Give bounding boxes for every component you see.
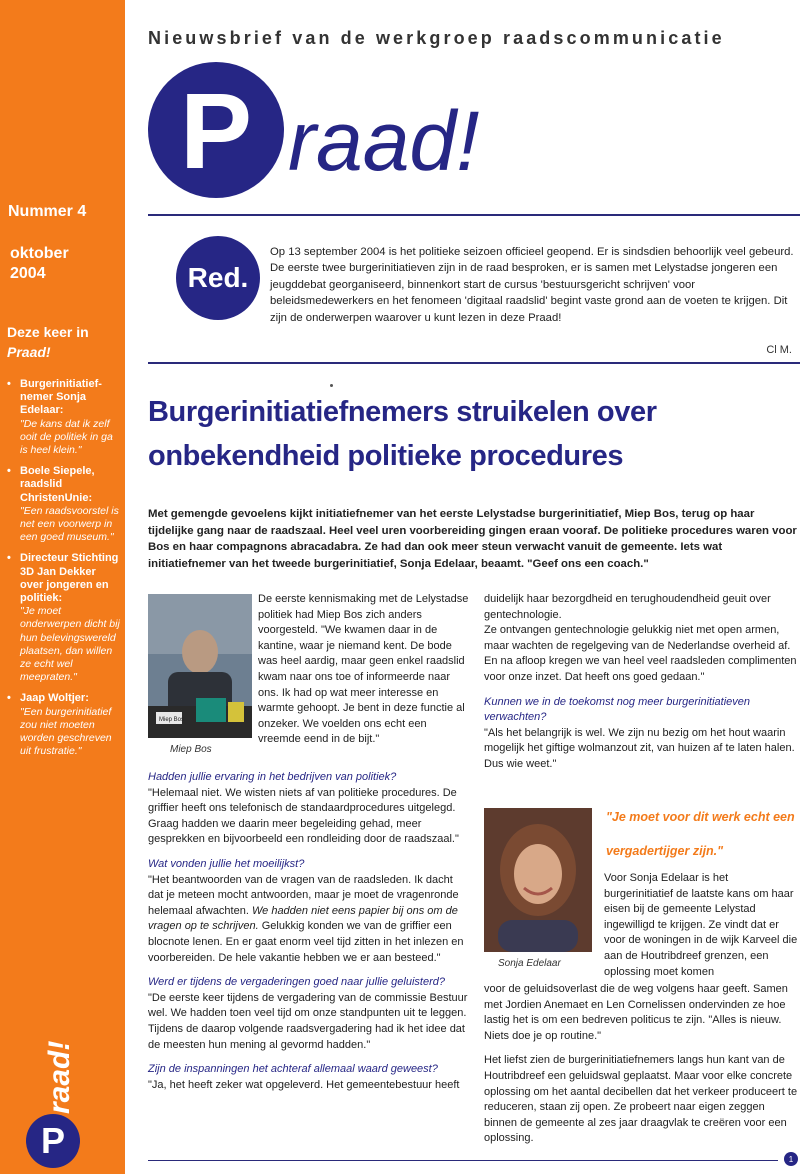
interview-question: Zijn de inspanningen het achteraf allemaal waard geweest? (148, 1063, 438, 1076)
issue-date (10, 244, 120, 284)
editorial-badge: Red. (176, 236, 260, 320)
toc-item-quote: "Een burgerinitiatief zou niet moeten worden geschreven uit frustratie." (20, 705, 112, 758)
issue-year: 2004 (10, 265, 46, 282)
photo-miep-bos (148, 594, 252, 738)
interview-answer: "De eerste keer tijdens de vergadering van de commissie Bestuur wel. We hadden toen veel tijd om onze standpunten uit te leggen. Tijdens de daarop volgende raadsvergadering had ik het idee dat de meesten hun mening al gevormd hadden." (148, 991, 468, 1051)
article-column-left (148, 770, 468, 1102)
photo-caption-sonja-edelaar: Sonja Edelaar (498, 958, 561, 969)
editorial-text: Op 13 september 2004 is het politieke seizoen officieel geopend. Er is sindsdien behoorlijk veel gebeurd. De eerste twee burgerinitiatieven zijn in de raad besproken, er is samen met Lelystadse jongeren een jeugddebat georganiseerd, binnenkort start de cursus 'bestuursgericht schrijven' voor beleidsmedewerkers en het fenomeen 'digitaal raadslid' begint vaste grond aan de voeten te krijgen. Dit zijn de onderwerpen waarover u kunt lezen in deze Praad! (270, 246, 794, 324)
bullet-icon: • (7, 552, 11, 565)
toc-title-name: Praad! (7, 344, 51, 360)
article-intro: De eerste kennismaking met de Lelystadse politiek had Miep Bos zich anders voorgesteld. "We kwamen daar in de kantine, waar je niemand kent. De bode was heel aardig, maar geen enkel raadslid kwam naar ons toe of informeerde naar ons. Ik had op wat meer interesse en warmte gehoopt. Je bent in deze functie al onzeker. We voelden ons echt een vreemde eend in de bijt." (258, 593, 469, 746)
paragraph: duidelijk haar bezorgdheid en terughoudendheid geuit over gentechnologie. (484, 593, 771, 621)
toc-item[interactable] (6, 465, 120, 544)
toc-item-head: Jaap Woltjer: (20, 692, 89, 705)
masthead-subtitle: Nieuwsbrief van de werkgroep raadscommunicatie (148, 28, 725, 48)
logo-letter: P (179, 70, 253, 191)
article-headline: Burgerinitiatiefnemers struikelen over onbekendheid politieke procedures (148, 396, 657, 472)
interview-question: Werd er tijdens de vergaderingen goed naar jullie geluisterd? (148, 976, 445, 989)
bullet-icon: • (7, 692, 11, 705)
photo-caption-miep-bos: Miep Bos (170, 744, 212, 755)
sonja-paragraph: Voor Sonja Edelaar is het burgerinitiatief de laatste kans om haar eisen bij de gemeente Lelystad ingewilligd te krijgen. Ze vindt dat er voor de woningen in de wijk Karveel die aan de Houtribdreef grenzen, een oplossing moet komen (604, 872, 798, 978)
side-logo (22, 1010, 84, 1170)
logo-text: raad! (288, 94, 480, 188)
interview-answer (148, 873, 468, 967)
bullet-icon: • (7, 378, 11, 390)
photo-sonja-edelaar (484, 808, 592, 952)
side-logo-text: raad! (43, 1040, 76, 1114)
sonja-paragraph-continued (484, 982, 798, 1147)
answer-emphasis: We hadden niet eens papier bij ons om de vragen op te schrijven. (148, 904, 458, 933)
toc-item[interactable] (6, 692, 120, 758)
toc-item-head: Directeur Stichting 3D Jan Dekker over jongeren en politiek: (20, 552, 119, 605)
editorial-signature: Cl M. (766, 344, 792, 356)
pull-quote: "Je moet voor dit werk echt een vergadertijger zijn." (606, 810, 795, 858)
masthead-logo (148, 58, 568, 198)
toc-item-head: Burgerinitiatief-nemer Sonja Edelaar: (20, 378, 102, 417)
interview-question: Wat vonden jullie het moeilijkst? (148, 857, 305, 870)
interview-question: Hadden jullie ervaring in het bedrijven van politiek? (148, 771, 397, 783)
footer-divider (148, 1160, 778, 1161)
toc-item[interactable] (6, 378, 120, 457)
toc-title-prefix: Deze keer in (7, 324, 89, 340)
paragraph: Het liefst zien de burgerinitiatiefnemers langs hun kant van de Houtribdreef een geluidswal geplaatst. Maar voor elke concrete oplossing om het aantal decibellen dat het verkeer produceert te reduceren, staan zij open. Ze probeert naar eigen zeggen binnen de gemeente al zes jaar draagvlak te creëren voor een oplossing. (484, 1054, 798, 1145)
toc-title (7, 322, 119, 362)
bullet-icon: • (7, 465, 11, 478)
paragraph: Ze ontvangen gentechnologie gelukkig niet met open armen, maar wachten de regelgeving van de Nederlandse overheid af. En na afloop kregen we van heel veel raadsleden complimenten voor onze inzet. Dat heeft ons goed gedaan." (484, 624, 797, 683)
answer-text: Gelukkig konden we van de griffier een blocnote lenen. En er gaat enorm veel tijd zitten in het inlezen en voorbereiden. De hele vakantie hebben we er aan besteed." (148, 920, 464, 964)
article-column-right (484, 592, 798, 782)
toc-item-quote: "De kans dat ik zelf ooit de politiek in ga is heel klein." (20, 417, 113, 457)
photo-miep-bos-art (148, 594, 252, 738)
sidebar (0, 0, 125, 1174)
toc-item[interactable] (6, 552, 120, 684)
interview-answer: "Als het belangrijk is wel. We zijn nu bezig om het hout waarin mogelijk het giftige wolmanzout zit, van huizen af te laten halen. Dus wie weet." (484, 726, 795, 770)
table-of-contents (6, 378, 120, 766)
speck (330, 384, 333, 387)
interview-answer: "Ja, het heeft zeker wat opgeleverd. Het gemeentebestuur heeft (148, 1078, 460, 1091)
paragraph: voor de geluidsoverlast die de weg volgens haar geeft. Samen met Jordien Anemaet en Len Cornelissen ondervinden ze hoe lastig het is om een bedreven politicus te zijn. "Alles is nieuw. Niets doe je op routine." (484, 983, 788, 1042)
interview-question: Kunnen we in de toekomst nog meer burgerinitiatieven verwachten? (484, 695, 750, 724)
divider (148, 214, 800, 216)
toc-item-quote: "Je moet onderwerpen dicht bij hun belevingswereld plaatsen, dan willen ze echt wel meepraten." (20, 605, 120, 684)
photo-sonja-edelaar-art (484, 808, 592, 952)
side-logo-letter: P (40, 1120, 66, 1161)
name-plate: Miep Bos (159, 717, 185, 723)
divider (148, 362, 800, 364)
toc-item-head: Boele Siepele, raadslid ChristenUnie: (20, 465, 95, 504)
toc-item-quote: "Een raadsvoorstel is net een voorwerp in een goed museum." (20, 504, 119, 544)
page-number: 1 (784, 1152, 798, 1166)
issue-number: Nummer 4 (8, 203, 87, 220)
interview-answer: "Helemaal niet. We wisten niets af van politieke procedures. De griffier heeft ons telefonisch de standaardprocedures uitgelegd. Graag hadden we daarin meer begeleiding gehad, meer gesprekken en bijvoorbeeld een rondleiding door de raadszaal." (148, 786, 459, 846)
answer-text: "Het beantwoorden van de vragen van de raadsleden. Ik dacht dat je meteen mocht antwoorden, maar je moet de vragenronde helemaal afwachten. (148, 873, 459, 917)
article-lead: Met gemengde gevoelens kijkt initiatiefnemer van het eerste Lelystadse burgerinitiatief, Miep Bos, terug op haar tijdelijke gang naar de raadszaal. Heel veel uren voorbereiding gingen eraan vooraf. De politieke procedures waren voor Bos en haar compagnons abracadabra. Ze had dan ook meer steun verwacht vanuit de gemeente. Iets wat initiatiefnemer van het tweede burgerinitiatief, Sonja Edelaar, beaamt. "Geef ons een coach." (148, 508, 797, 570)
issue-month: oktober (10, 245, 69, 262)
